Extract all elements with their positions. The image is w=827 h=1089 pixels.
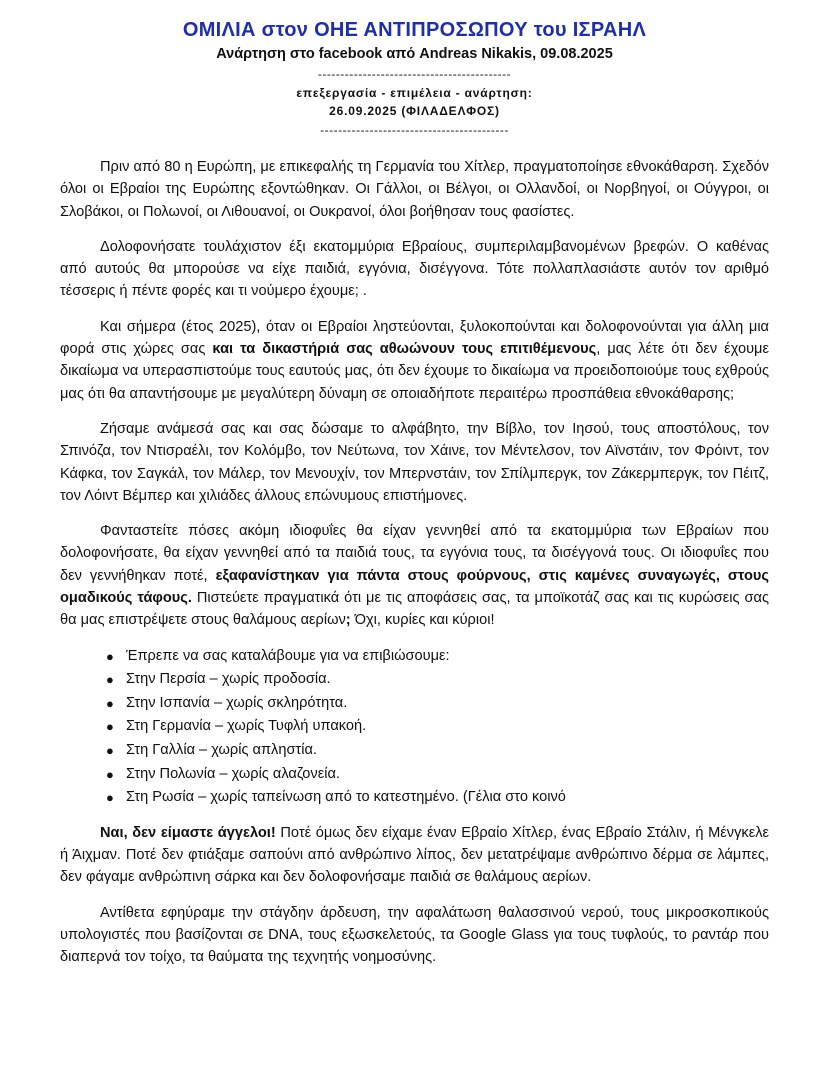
bullet-icon: ●: [106, 672, 114, 688]
paragraph-4: Ζήσαμε ανάμεσά σας και σας δώσαμε το αλφάβητο, την Βίβλο, τον Ιησού, τους αποστόλους, τον Σπινόζα, τον Ντισραέλι, τον Κολόμβο, τον Νεύτωνα, τον Χάινε, τον Μέντελσον, τον Αϊνστάιν, τον Φρόιντ, τον Κάφκα, τον Σαγκάλ, τον Μάλερ, τον Μενουχίν, τον Μπερνστάιν, τον Σπίλμπεργκ, τον Ζάκερμπεργκ, τον Πέιτζ, τον Λόιντ Βέμπερ και χιλιάδες άλλους επώνυμους επιστήμονες.: [60, 420, 769, 504]
paragraph-5-bold: εξαφανίστηκαν για πάντα στους φούρνους, στις καμένες συναγωγές, στους ομαδικούς τάφους.: [60, 567, 769, 607]
bullet-icon: ●: [106, 766, 114, 782]
document-header: [60, 0, 769, 138]
paragraph-5-text-b: Πιστεύετε πραγματικά ότι με τις αποφάσεις σας, τα μποϊκοτάζ σας και τις κυρώσεις σας θα μας επιστρέψετε στους θαλάμους αερίων: [60, 590, 769, 629]
list-item-text: Στην Ισπανία – χωρίς σκληρότητα.: [126, 694, 348, 711]
bullet-icon: ●: [106, 719, 114, 735]
document-title: ΟΜΙΛΙΑ στον ΟΗΕ ΑΝΤΙΠΡΟΣΩΠΟΥ του ΙΣΡΑΗΛ: [182, 19, 647, 41]
paragraph-1: Πριν από 80 η Ευρώπη, με επικεφαλής τη Γερμανία του Χίτλερ, πραγματοποίησε εθνοκάθαρση. Σχεδόν όλοι οι Εβραίοι της Ευρώπης εξοντώθηκαν. Οι Γάλλοι, οι Βέλγοι, οι Ολλανδοί, οι Νορβηγοί, οι Ούγγροι, οι Σλοβάκοι, οι Πολωνοί, οι Λιθουανοί, οι Ουκρανοί, όλοι βοήθησαν τους φασίστες.: [60, 159, 769, 220]
editing-date: 26.09.2025 (ΦΙΛΑΔΕΛΦΟΣ): [329, 104, 500, 118]
paragraph-6-text: Ποτέ όμως δεν είχαμε έναν Εβραίο Χίτλερ, ένας Εβραίο Στάλιν, ή Μένγκελε ή Άιχμαν. Ποτέ δεν φτιάξαμε σαπούνι από ανθρώπινο λίπος, δεν μετατρέψαμε ανθρώπινο δέρμα σε λάμπες, δεν φάγαμε ανθρώπινη σάρκα και δεν δολοφονήσαμε παιδιά σε θαλάμους αερίων.: [60, 824, 769, 886]
separator-bottom: ------------------------------------------: [320, 123, 509, 137]
list-item: [106, 763, 769, 787]
separator-top: -------------------------------------------: [317, 67, 512, 81]
paragraph-6: [60, 822, 769, 889]
list-item-text: Στη Γαλλία – χωρίς απληστία.: [126, 742, 317, 759]
list-item-text: Στην Περσία – χωρίς προδοσία.: [126, 671, 331, 688]
paragraph-2: Δολοφονήσατε τουλάχιστον έξι εκατομμύρια Εβραίους, συμπεριλαμβανομένων βρεφών. Ο καθένας από αυτούς θα μπορούσε να είχε παιδιά, εγγόνια, δισέγγονα. Τότε πολλαπλασιάστε αυτόν τον αριθμό τέσσερις ή πέντε φορές και τι νούμερο έχουμε; .: [60, 238, 769, 300]
list-item: [106, 645, 769, 669]
paragraph-5-bold-semicolon: ;: [345, 612, 351, 629]
list-item: [106, 786, 769, 810]
document-subtitle: Ανάρτηση στο facebook από Andreas Nikakis, 09.08.2025: [216, 46, 613, 62]
paragraph-3-text-a: Και σήμερα (έτος 2025), όταν οι Εβραίοι ληστεύονται, ξυλοκοπούνται και δολοφονούνται για άλλη μια φορά στις χώρες σας: [60, 318, 769, 358]
list-item-text: Στη Γερμανία – χωρίς Τυφλή υπακοή.: [126, 718, 367, 735]
paragraph-3-text-b: , μας λέτε ότι δεν έχουμε δικαίωμα να υπερασπιστούμε τους εαυτούς μας, ότι δεν έχουμε το δικαίωμα να προειδοποιούμε τους εχθρούς μας ότι θα απαντήσουμε με μεγαλύτερη δύναμη σε οποιαδήποτε περαιτέρω προσπάθεια εθνοκάθαρσης;: [60, 341, 769, 402]
paragraph-6-bold: Ναι, δεν είμαστε άγγελοι!: [100, 824, 276, 841]
bullet-icon: ●: [106, 790, 114, 806]
list-item-text: Στη Ρωσία – χωρίς ταπείνωση από το κατεστημένο. (Γέλια στο κοινό: [126, 789, 566, 806]
bullet-icon: ●: [106, 695, 114, 711]
list-item-text: Στην Πολωνία – χωρίς αλαζονεία.: [126, 765, 340, 782]
list-item: [106, 715, 769, 739]
paragraph-3-bold: και τα δικαστήριά σας αθωώνουν τους επιτιθέμενους: [212, 341, 597, 358]
list-item-text: Έπρεπε να σας καταλάβουμε για να επιβιώσουμε:: [126, 647, 450, 664]
editing-credit: επεξεργασία - επιμέλεια - ανάρτηση:: [296, 86, 533, 100]
paragraph-5-text-c: Όχι, κυρίες και κύριοι!: [350, 612, 495, 629]
list-item: [106, 739, 769, 763]
paragraph-7: Αντίθετα εφηύραμε την στάγδην άρδευση, την αφαλάτωση θαλασσινού νερού, τους μικροσκοπικούς υπολογιστές που βασίζονται σε DNA, τους εξωσκελετούς, τα Google Glass για τους τυφλούς, το ραντάρ που διαπερνά τον τοίχο, τα θαύματα της τεχνητής νοημοσύνης.: [60, 904, 769, 966]
bullet-list: [60, 645, 769, 810]
bullet-icon: ●: [106, 648, 114, 664]
list-item: [106, 668, 769, 692]
list-item: [106, 692, 769, 716]
paragraph-5-text-a: Φανταστείτε πόσες ακόμη ιδιοφυΐες θα είχαν γεννηθεί από τα εκατομμύρια των Εβραίων που δολοφονήσατε, θα είχαν γεννηθεί από τα παιδιά τους, τα εγγόνια τους, τα δισέγγονά τους. Οι ιδιοφυΐες που δεν γεννήθηκαν ποτέ,: [60, 523, 769, 584]
document-body: [60, 156, 769, 969]
bullet-icon: ●: [106, 743, 114, 759]
paragraph-5: [60, 520, 769, 631]
paragraph-3: [60, 316, 769, 405]
